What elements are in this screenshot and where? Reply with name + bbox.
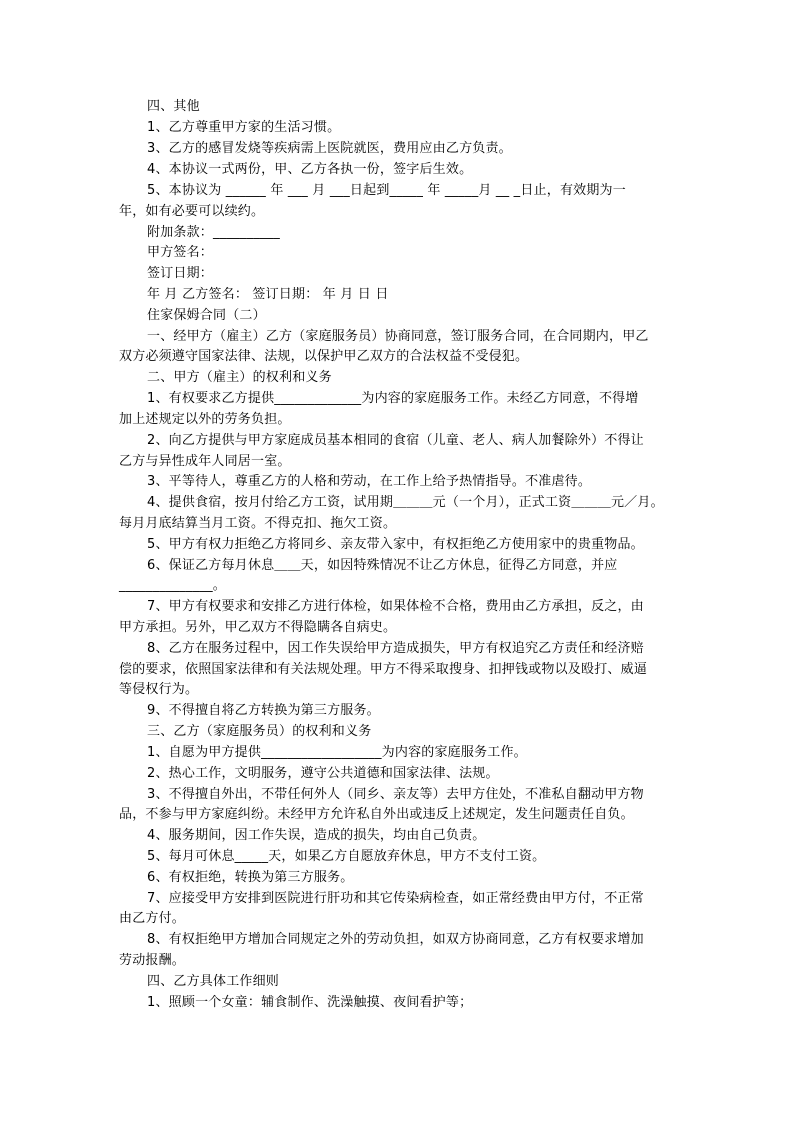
additional-terms-line: 附加条款：__________ xyxy=(147,225,281,240)
clause-line: 3、不得擅自外出，不带任何外人（同乡、亲友等）去甲方住处，不准私自翻动甲方物 xyxy=(147,787,644,802)
clause-line: 6、有权拒绝，转换为第三方服务。 xyxy=(147,870,354,885)
clause-line: 3、平等待人，尊重乙方的人格和劳动，在工作上给予热情指导。不准虐待。 xyxy=(147,474,592,489)
clause-line: 8、乙方在服务过程中，因工作失误给甲方造成损失，甲方有权追究乙方责任和经济赔 xyxy=(147,641,644,656)
clause-line: 1、有权要求乙方提供_____________为内容的家庭服务工作。未经乙方同意，不得增 xyxy=(147,391,639,406)
signing-date-line: 签订日期： xyxy=(147,266,214,281)
clause-line: 5、甲方有权力拒绝乙方将同乡、亲友带入家中，有权拒绝乙方使用家中的贵重物品。 xyxy=(147,537,644,552)
signature-date-row: 年 月 乙方签名： 签订日期： 年 月 日 日 xyxy=(147,287,389,302)
party-a-signature-line: 甲方签名： xyxy=(147,245,214,260)
clause-line-continued: 等侵权行为。 xyxy=(119,682,199,697)
clause-line-continued: 每月月底结算当月工资。不得克扣、拖欠工资。 xyxy=(119,516,397,531)
clause-line: 6、保证乙方每月休息＿＿天，如因特殊情况不让乙方休息，征得乙方同意，并应 xyxy=(147,558,618,573)
clause-line-continued: 劳动报酬。 xyxy=(119,953,186,968)
clause-line: 1、自愿为甲方提供__________________为内容的家庭服务工作。 xyxy=(147,745,527,760)
section-heading-party-b: 三、乙方（家庭服务员）的权利和义务 xyxy=(147,724,372,739)
clause-line: 4、提供食宿，按月付给乙方工资，试用期＿＿＿元（一个月），正式工资＿＿＿元／月。 xyxy=(147,495,664,510)
clause-line: 7、甲方有权要求和安排乙方进行体检，如果体检不合格，费用由乙方承担，反之，由 xyxy=(147,599,644,614)
section-heading-work-details: 四、乙方具体工作细则 xyxy=(147,974,280,989)
clause-line: 7、应接受甲方安排到医院进行肝功和其它传染病检查，如正常经费由甲方付，不正常 xyxy=(147,891,644,906)
paragraph-line: 一、经甲方（雇主）乙方（家庭服务员）协商同意，签订服务合同，在合同期内，甲乙 xyxy=(147,329,649,344)
section-heading-party-a: 二、甲方（雇主）的权利和义务 xyxy=(147,370,332,385)
clause-line-continued: 年，如有必要可以续约。 xyxy=(119,204,265,219)
clause-line-continued: 加上述规定以外的劳务负担。 xyxy=(119,412,291,427)
clause-line: 4、本协议一式两份，甲、乙方各执一份，签字后生效。 xyxy=(147,162,473,177)
clause-line: 5、本协议为 ______ 年 ___ 月 ___日起到_____ 年 _____月 __ _日止，有效期为一 xyxy=(147,183,626,198)
clause-line: 8、有权拒绝甲方增加合同规定之外的劳动负担，如双方协商同意，乙方有权要求增加 xyxy=(147,932,644,947)
clause-line: 1、乙方尊重甲方家的生活习惯。 xyxy=(147,120,341,135)
clause-line-continued: 品，不参与甲方家庭纠纷。未经甲方允许私自外出或违反上述规定，发生问题责任自负。 xyxy=(119,807,634,822)
clause-line: 2、热心工作，文明服务，遵守公共道德和国家法律、法规。 xyxy=(147,766,499,781)
clause-line-continued: ______________。 xyxy=(119,578,226,593)
clause-line: 2、向乙方提供与甲方家庭成员基本相同的食宿（儿童、老人、病人加餐除外）不得让 xyxy=(147,433,644,448)
paragraph-line-continued: 双方必须遵守国家法律、法规，以保护甲乙双方的合法权益不受侵犯。 xyxy=(119,349,529,364)
clause-line: 4、服务期间，因工作失误，造成的损失，均由自己负责。 xyxy=(147,828,486,843)
clause-line-continued: 由乙方付。 xyxy=(119,911,186,926)
clause-line: 9、不得擅自将乙方转换为第三方服务。 xyxy=(147,703,380,718)
clause-line-continued: 甲方承担。另外，甲乙双方不得隐瞒各自病史。 xyxy=(119,620,397,635)
clause-line-continued: 偿的要求，依照国家法律和有关法规处理。甲方不得采取搜身、扣押钱或物以及殴打、威逼 xyxy=(119,662,648,677)
contract-title: 住家保姆合同（二） xyxy=(147,308,266,323)
clause-line: 5、每月可休息_____天，如果乙方自愿放弃休息，甲方不支付工资。 xyxy=(147,849,546,864)
clause-line: 3、乙方的感冒发烧等疾病需上医院就医，费用应由乙方负责。 xyxy=(147,141,512,156)
clause-line-continued: 乙方与异性成年人同居一室。 xyxy=(119,454,291,469)
clause-line: 1、照顾一个女童：辅食制作、洗澡触摸、夜间看护等； xyxy=(147,995,473,1010)
section-heading-other: 四、其他 xyxy=(147,99,200,114)
